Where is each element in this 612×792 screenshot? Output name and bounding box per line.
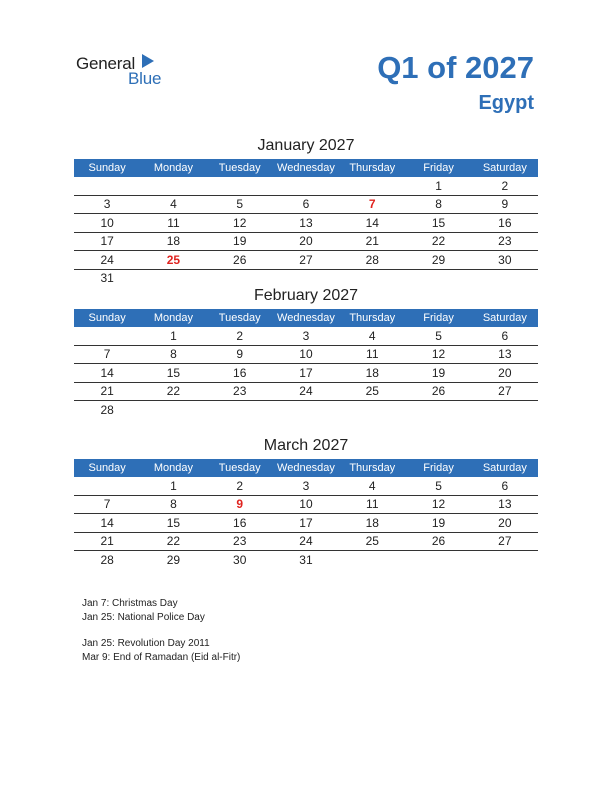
day-cell: 7 — [74, 345, 140, 364]
week-row — [74, 195, 538, 214]
day-cell: 16 — [207, 514, 273, 533]
day-cell: 10 — [74, 214, 140, 233]
day-cell: 1 — [140, 477, 206, 495]
week-row — [74, 327, 538, 345]
week-row — [74, 251, 538, 270]
day-cell: 16 — [472, 214, 538, 233]
empty-day-cell — [207, 401, 273, 419]
empty-day-cell — [140, 269, 206, 287]
day-cell: 27 — [273, 251, 339, 270]
logo-triangle-icon — [142, 54, 154, 68]
day-cell: 9 — [207, 345, 273, 364]
day-cell: 18 — [339, 514, 405, 533]
month-calendar — [74, 137, 538, 287]
empty-day-cell — [339, 269, 405, 287]
day-cell: 22 — [140, 532, 206, 551]
day-cell: 2 — [207, 477, 273, 495]
day-cell: 24 — [74, 251, 140, 270]
month-grid — [74, 309, 538, 419]
day-cell: 6 — [273, 195, 339, 214]
day-cell: 31 — [299, 552, 313, 567]
day-cell: 5 — [405, 327, 471, 345]
day-cell: 10 — [273, 495, 339, 514]
day-cell: 15 — [405, 214, 471, 233]
weekday-header: Sunday — [74, 159, 140, 177]
empty-day-cell — [273, 401, 339, 419]
day-cell: 6 — [472, 327, 538, 345]
week-row — [74, 214, 538, 233]
day-cell: 14 — [339, 214, 405, 233]
week-row — [74, 532, 538, 551]
week-row — [74, 382, 538, 401]
empty-day-cell — [140, 401, 206, 419]
logo-blue-text: Blue — [128, 69, 162, 88]
empty-day-cell — [472, 401, 538, 419]
logo-general-text: General — [76, 54, 136, 73]
day-cell: 10 — [273, 345, 339, 364]
day-cell: 15 — [140, 514, 206, 533]
day-cell: 22 — [140, 382, 206, 401]
day-cell: 4 — [140, 195, 206, 214]
week-row — [74, 232, 538, 251]
day-cell: 28 — [339, 251, 405, 270]
day-cell: 19 — [207, 232, 273, 251]
month-title: March 2027 — [263, 437, 349, 454]
week-row — [74, 495, 538, 514]
day-cell: 21 — [74, 532, 140, 551]
day-cell: 30 — [233, 552, 247, 567]
weekday-header: Wednesday — [273, 309, 339, 327]
empty-day-cell — [405, 551, 471, 569]
holiday-notes-group — [82, 637, 240, 665]
day-cell: 1 — [140, 327, 206, 345]
day-cell: 26 — [207, 251, 273, 270]
week-row — [74, 514, 538, 533]
weekday-header: Wednesday — [273, 159, 339, 177]
weekday-header: Friday — [405, 159, 471, 177]
empty-day-cell — [207, 177, 273, 195]
day-cell: 25 — [140, 251, 206, 270]
empty-day-cell — [339, 551, 405, 569]
day-cell: 21 — [74, 382, 140, 401]
day-cell: 13 — [273, 214, 339, 233]
holiday-note: Jan 25: National Police Day — [82, 612, 205, 623]
day-cell: 11 — [339, 495, 405, 514]
day-cell: 29 — [166, 552, 181, 567]
weekday-header: Wednesday — [273, 459, 339, 477]
day-cell: 31 — [100, 271, 114, 286]
day-cell: 18 — [339, 364, 405, 383]
day-cell: 16 — [207, 364, 273, 383]
day-cell: 25 — [339, 532, 405, 551]
weekday-header: Friday — [405, 309, 471, 327]
day-cell: 19 — [405, 364, 471, 383]
empty-day-cell — [405, 269, 471, 287]
empty-day-cell — [472, 551, 538, 569]
day-cell: 3 — [273, 477, 339, 495]
month-grid — [74, 459, 538, 569]
day-cell: 4 — [339, 477, 405, 495]
day-cell: 4 — [339, 327, 405, 345]
empty-day-cell — [405, 401, 471, 419]
day-cell: 23 — [207, 532, 273, 551]
day-cell: 12 — [405, 495, 471, 514]
empty-day-cell — [339, 401, 405, 419]
day-cell: 29 — [405, 251, 471, 270]
day-cell: 1 — [405, 177, 471, 195]
day-cell: 17 — [273, 364, 339, 383]
weekday-header: Tuesday — [207, 459, 273, 477]
empty-day-cell — [140, 177, 206, 195]
day-cell: 8 — [140, 345, 206, 364]
day-cell: 22 — [405, 232, 471, 251]
day-cell: 9 — [207, 495, 273, 514]
weekday-header: Tuesday — [207, 159, 273, 177]
week-row — [74, 345, 538, 364]
page-title: Q1 of 2027 — [377, 50, 534, 85]
day-cell: 27 — [472, 382, 538, 401]
day-cell: 11 — [140, 214, 206, 233]
day-cell: 20 — [472, 364, 538, 383]
week-row — [74, 401, 538, 419]
weekday-header: Tuesday — [207, 309, 273, 327]
month-title: February 2027 — [253, 287, 359, 304]
day-cell: 26 — [405, 382, 471, 401]
day-cell: 13 — [472, 345, 538, 364]
day-cell: 3 — [74, 195, 140, 214]
day-cell: 2 — [207, 327, 273, 345]
day-cell: 8 — [405, 195, 471, 214]
month-title: January 2027 — [257, 137, 355, 154]
empty-day-cell — [273, 177, 339, 195]
empty-day-cell — [273, 269, 339, 287]
day-cell: 20 — [472, 514, 538, 533]
holiday-note: Jan 7: Christmas Day — [82, 598, 178, 609]
day-cell: 5 — [405, 477, 471, 495]
day-cell: 11 — [339, 345, 405, 364]
day-cell: 18 — [140, 232, 206, 251]
day-cell: 24 — [273, 382, 339, 401]
day-cell: 20 — [273, 232, 339, 251]
weekday-header: Thursday — [339, 159, 405, 177]
holiday-notes-group — [82, 597, 205, 625]
day-cell: 28 — [100, 402, 114, 417]
day-cell: 23 — [207, 382, 273, 401]
day-cell: 28 — [100, 552, 114, 567]
day-cell: 19 — [405, 514, 471, 533]
day-cell: 30 — [472, 251, 538, 270]
month-calendar — [74, 437, 538, 569]
day-cell: 15 — [140, 364, 206, 383]
week-row — [74, 177, 538, 195]
empty-day-cell — [472, 269, 538, 287]
country-name: Egypt — [478, 92, 534, 114]
weekday-header: Thursday — [339, 459, 405, 477]
empty-day-cell — [74, 177, 140, 195]
day-cell: 17 — [273, 514, 339, 533]
day-cell: 14 — [74, 364, 140, 383]
day-cell: 3 — [273, 327, 339, 345]
weekday-header: Monday — [140, 159, 206, 177]
day-cell: 12 — [207, 214, 273, 233]
day-cell: 27 — [472, 532, 538, 551]
day-cell: 7 — [74, 495, 140, 514]
day-cell: 8 — [140, 495, 206, 514]
day-cell: 13 — [472, 495, 538, 514]
empty-day-cell — [207, 269, 273, 287]
empty-day-cell — [339, 177, 405, 195]
day-cell: 2 — [472, 177, 538, 195]
week-row — [74, 551, 538, 569]
weekday-header: Thursday — [339, 309, 405, 327]
holiday-note: Jan 25: Revolution Day 2011 — [82, 638, 210, 649]
day-cell: 24 — [273, 532, 339, 551]
weekday-header: Monday — [140, 459, 206, 477]
day-cell: 21 — [339, 232, 405, 251]
week-row — [74, 364, 538, 383]
weekday-header: Sunday — [74, 459, 140, 477]
weekday-header: Friday — [405, 459, 471, 477]
empty-day-cell — [74, 477, 140, 495]
weekday-header: Saturday — [472, 309, 538, 327]
day-cell: 7 — [339, 195, 405, 214]
day-cell: 9 — [472, 195, 538, 214]
day-cell: 12 — [405, 345, 471, 364]
generalblue-logo — [76, 52, 176, 88]
weekday-header: Monday — [140, 309, 206, 327]
day-cell: 25 — [339, 382, 405, 401]
weekday-header: Saturday — [472, 159, 538, 177]
day-cell: 17 — [74, 232, 140, 251]
month-calendar — [74, 287, 538, 419]
day-cell: 26 — [405, 532, 471, 551]
holiday-note: Mar 9: End of Ramadan (Eid al-Fitr) — [82, 652, 241, 663]
day-cell: 6 — [472, 477, 538, 495]
weekday-header: Saturday — [472, 459, 538, 477]
month-grid — [74, 159, 538, 287]
day-cell: 14 — [74, 514, 140, 533]
empty-day-cell — [74, 327, 140, 345]
weekday-header: Sunday — [74, 309, 140, 327]
day-cell: 5 — [207, 195, 273, 214]
day-cell: 23 — [472, 232, 538, 251]
week-row — [74, 269, 538, 287]
week-row — [74, 477, 538, 495]
